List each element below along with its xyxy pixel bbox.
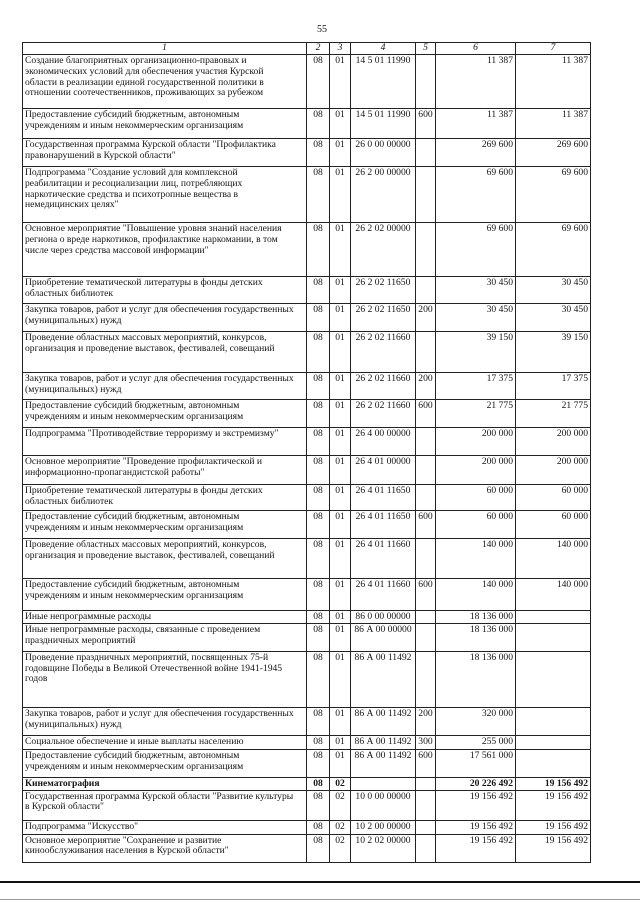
col-7-amount-cell: 11 387: [516, 55, 591, 109]
col-4-code-cell: 14 5 01 11990: [351, 55, 416, 109]
col-2-code-cell: 08: [307, 611, 330, 624]
column-header: 7: [516, 43, 591, 55]
col-2-code-cell: 08: [307, 485, 330, 511]
col-4-code-cell: 26 2 02 00000: [351, 223, 416, 277]
col-3-code-cell: 01: [330, 735, 351, 749]
table-row: [23, 611, 591, 624]
description-cell: Кинематография: [23, 777, 307, 790]
description-cell: Подпрограмма "Противодействие терроризму и экстремизму": [23, 428, 307, 456]
col-5-code-cell: [416, 820, 436, 834]
col-6-amount-cell: 11 387: [436, 109, 516, 139]
column-header: 4: [351, 43, 416, 55]
description-cell: Государственная программа Курской области "Развитие культуры в Курской области": [23, 790, 307, 820]
col-2-code-cell: 08: [307, 456, 330, 485]
col-5-code-cell: [416, 223, 436, 277]
col-4-code-cell: 26 4 01 11650: [351, 511, 416, 539]
col-3-code-cell: 01: [330, 167, 351, 223]
table-row: [23, 511, 591, 539]
col-5-code-cell: [416, 277, 436, 304]
description-cell: Закупка товаров, работ и услуг для обеспечения государственных (муниципальных) нужд: [23, 707, 307, 735]
description-cell: Проведение областных массовых мероприятий, конкурсов, организация и проведение выставок, фестивалей, совещаний: [23, 539, 307, 579]
col-4-code-cell: 26 4 01 11660: [351, 579, 416, 611]
col-2-code-cell: 08: [307, 539, 330, 579]
col-3-code-cell: 01: [330, 651, 351, 707]
col-7-amount-cell: 17 375: [516, 373, 591, 400]
col-4-code-cell: 10 0 00 00000: [351, 790, 416, 820]
table-row: [23, 139, 591, 167]
col-2-code-cell: 08: [307, 304, 330, 332]
col-3-code-cell: 02: [330, 834, 351, 862]
col-3-code-cell: 01: [330, 428, 351, 456]
col-6-amount-cell: 17 375: [436, 373, 516, 400]
description-cell: Иные непрограммные расходы: [23, 611, 307, 624]
col-2-code-cell: 08: [307, 579, 330, 611]
col-4-code-cell: 26 4 01 00000: [351, 456, 416, 485]
col-5-code-cell: [416, 623, 436, 651]
col-6-amount-cell: 320 000: [436, 707, 516, 735]
col-5-code-cell: [416, 485, 436, 511]
table-row: [23, 485, 591, 511]
col-7-amount-cell: [516, 611, 591, 624]
table-row: [23, 456, 591, 485]
col-5-code-cell: [416, 167, 436, 223]
col-4-code-cell: 86 А 00 11492: [351, 735, 416, 749]
col-5-code-cell: 600: [416, 109, 436, 139]
col-7-amount-cell: 19 156 492: [516, 820, 591, 834]
col-7-amount-cell: [516, 735, 591, 749]
col-5-code-cell: 200: [416, 707, 436, 735]
table-row: [23, 735, 591, 749]
col-3-code-cell: 01: [330, 373, 351, 400]
col-3-code-cell: 02: [330, 790, 351, 820]
description-cell: Социальное обеспечение и иные выплаты населению: [23, 735, 307, 749]
col-7-amount-cell: 269 600: [516, 139, 591, 167]
col-7-amount-cell: 39 150: [516, 332, 591, 373]
col-4-code-cell: 26 2 02 11660: [351, 332, 416, 373]
col-2-code-cell: 08: [307, 373, 330, 400]
description-cell: Предоставление субсидий бюджетным, автономным учреждениям и иным некоммерческим организациям: [23, 749, 307, 777]
col-4-code-cell: 26 2 02 11660: [351, 400, 416, 428]
table-row: [23, 579, 591, 611]
col-3-code-cell: 01: [330, 304, 351, 332]
col-4-code-cell: 10 2 02 00000: [351, 834, 416, 862]
description-cell: Создание благоприятных организационно-правовых и экономических условий для обеспечения участия Курской области в реализации единой государственной политики в отношении соотечественников, проживающих за рубежом: [23, 55, 307, 109]
col-7-amount-cell: 11 387: [516, 109, 591, 139]
col-5-code-cell: [416, 139, 436, 167]
col-6-amount-cell: 69 600: [436, 223, 516, 277]
description-cell: Основное мероприятие "Сохранение и развитие кинообслуживания населения в Курской области": [23, 834, 307, 862]
col-5-code-cell: 200: [416, 373, 436, 400]
table-row: [23, 623, 591, 651]
col-6-amount-cell: 140 000: [436, 579, 516, 611]
col-2-code-cell: 08: [307, 707, 330, 735]
col-2-code-cell: 08: [307, 167, 330, 223]
description-cell: Основное мероприятие "Повышение уровня знаний населения региона о вреде наркотиков, профилактике наркомании, в том числе через средства массовой информации": [23, 223, 307, 277]
col-5-code-cell: [416, 456, 436, 485]
description-cell: Основное мероприятие "Проведение профилактической и информационно-пропагандистской работы": [23, 456, 307, 485]
col-4-code-cell: 86 0 00 00000: [351, 611, 416, 624]
col-5-code-cell: 600: [416, 511, 436, 539]
col-2-code-cell: 08: [307, 223, 330, 277]
column-number-row: [23, 43, 591, 55]
col-4-code-cell: 26 2 00 00000: [351, 167, 416, 223]
table-row: [23, 790, 591, 820]
col-4-code-cell: 26 2 02 11650: [351, 277, 416, 304]
col-3-code-cell: 01: [330, 579, 351, 611]
col-7-amount-cell: 60 000: [516, 485, 591, 511]
col-5-code-cell: [416, 834, 436, 862]
col-7-amount-cell: [516, 749, 591, 777]
col-3-code-cell: 01: [330, 400, 351, 428]
col-3-code-cell: 01: [330, 539, 351, 579]
col-3-code-cell: 01: [330, 139, 351, 167]
table-row: [23, 834, 591, 862]
col-2-code-cell: 08: [307, 749, 330, 777]
col-5-code-cell: 300: [416, 735, 436, 749]
description-cell: Предоставление субсидий бюджетным, автономным учреждениям и иным некоммерческим организациям: [23, 109, 307, 139]
col-2-code-cell: 08: [307, 790, 330, 820]
col-6-amount-cell: 30 450: [436, 277, 516, 304]
col-7-amount-cell: 140 000: [516, 579, 591, 611]
table-row: [23, 277, 591, 304]
description-cell: Проведение праздничных мероприятий, посвященных 75-й годовщине Победы в Великой Отечественной войне 1941-1945 годов: [23, 651, 307, 707]
col-7-amount-cell: [516, 707, 591, 735]
col-7-amount-cell: [516, 651, 591, 707]
col-4-code-cell: 26 2 02 11660: [351, 373, 416, 400]
col-7-amount-cell: 140 000: [516, 539, 591, 579]
col-6-amount-cell: 11 387: [436, 55, 516, 109]
col-6-amount-cell: 20 226 492: [436, 777, 516, 790]
table-row: [23, 777, 591, 790]
description-cell: Иные непрограммные расходы, связанные с проведением праздничных мероприятий: [23, 623, 307, 651]
table-row: [23, 428, 591, 456]
description-cell: Предоставление субсидий бюджетным, автономным учреждениям и иным некоммерческим организациям: [23, 579, 307, 611]
col-2-code-cell: 08: [307, 277, 330, 304]
table-row: [23, 373, 591, 400]
col-2-code-cell: 08: [307, 623, 330, 651]
col-2-code-cell: 08: [307, 400, 330, 428]
table-row: [23, 109, 591, 139]
col-7-amount-cell: 60 000: [516, 511, 591, 539]
col-3-code-cell: 01: [330, 109, 351, 139]
description-cell: Предоставление субсидий бюджетным, автономным учреждениям и иным некоммерческим организациям: [23, 511, 307, 539]
table-row: [23, 749, 591, 777]
col-7-amount-cell: [516, 623, 591, 651]
col-4-code-cell: 86 А 00 00000: [351, 623, 416, 651]
col-2-code-cell: 08: [307, 735, 330, 749]
col-6-amount-cell: 19 156 492: [436, 834, 516, 862]
col-7-amount-cell: 19 156 492: [516, 834, 591, 862]
col-5-code-cell: 200: [416, 304, 436, 332]
col-6-amount-cell: 19 156 492: [436, 790, 516, 820]
col-5-code-cell: [416, 651, 436, 707]
description-cell: Государственная программа Курской области "Профилактика правонарушений в Курской области": [23, 139, 307, 167]
col-3-code-cell: 02: [330, 820, 351, 834]
budget-table: [22, 42, 591, 863]
col-4-code-cell: 26 4 01 11660: [351, 539, 416, 579]
col-6-amount-cell: 200 000: [436, 456, 516, 485]
description-cell: Подпрограмма "Искусство": [23, 820, 307, 834]
col-3-code-cell: 01: [330, 332, 351, 373]
col-6-amount-cell: 21 775: [436, 400, 516, 428]
col-4-code-cell: 14 5 01 11990: [351, 109, 416, 139]
bottom-rule: [0, 881, 640, 883]
col-3-code-cell: 01: [330, 55, 351, 109]
col-5-code-cell: 600: [416, 579, 436, 611]
col-3-code-cell: 01: [330, 749, 351, 777]
table-body: [23, 55, 591, 863]
table-row: [23, 820, 591, 834]
col-5-code-cell: [416, 428, 436, 456]
col-5-code-cell: [416, 332, 436, 373]
table-row: [23, 651, 591, 707]
page-number: 55: [317, 24, 327, 35]
col-5-code-cell: [416, 611, 436, 624]
col-5-code-cell: [416, 539, 436, 579]
bottom-rule-faint: [0, 899, 640, 900]
description-cell: Подпрограмма "Создание условий для комплексной реабилитации и ресоциализации лиц, потребляющих наркотические средства и психотропные вещества в немедицинских целях": [23, 167, 307, 223]
col-5-code-cell: 600: [416, 749, 436, 777]
col-7-amount-cell: 19 156 492: [516, 790, 591, 820]
table-row: [23, 332, 591, 373]
col-4-code-cell: 86 А 00 11492: [351, 707, 416, 735]
col-5-code-cell: [416, 777, 436, 790]
column-header: 3: [330, 43, 351, 55]
col-4-code-cell: [351, 777, 416, 790]
col-3-code-cell: 02: [330, 777, 351, 790]
col-3-code-cell: 01: [330, 277, 351, 304]
table-row: [23, 400, 591, 428]
col-4-code-cell: 86 А 00 11492: [351, 651, 416, 707]
description-cell: Закупка товаров, работ и услуг для обеспечения государственных (муниципальных) нужд: [23, 304, 307, 332]
col-3-code-cell: 01: [330, 456, 351, 485]
col-2-code-cell: 08: [307, 109, 330, 139]
col-7-amount-cell: 200 000: [516, 428, 591, 456]
col-6-amount-cell: 140 000: [436, 539, 516, 579]
description-cell: Приобретение тематической литературы в фонды детских областных библиотек: [23, 277, 307, 304]
col-6-amount-cell: 269 600: [436, 139, 516, 167]
col-2-code-cell: 08: [307, 777, 330, 790]
col-3-code-cell: 01: [330, 707, 351, 735]
col-7-amount-cell: 30 450: [516, 277, 591, 304]
col-6-amount-cell: 60 000: [436, 511, 516, 539]
col-4-code-cell: 26 0 00 00000: [351, 139, 416, 167]
col-4-code-cell: 10 2 00 00000: [351, 820, 416, 834]
col-2-code-cell: 08: [307, 820, 330, 834]
col-2-code-cell: 08: [307, 511, 330, 539]
col-5-code-cell: 600: [416, 400, 436, 428]
col-5-code-cell: [416, 790, 436, 820]
col-7-amount-cell: 19 156 492: [516, 777, 591, 790]
col-2-code-cell: 08: [307, 834, 330, 862]
col-6-amount-cell: 18 136 000: [436, 611, 516, 624]
col-6-amount-cell: 18 136 000: [436, 623, 516, 651]
col-7-amount-cell: 69 600: [516, 167, 591, 223]
col-3-code-cell: 01: [330, 511, 351, 539]
col-3-code-cell: 01: [330, 485, 351, 511]
table-row: [23, 539, 591, 579]
col-4-code-cell: 26 4 00 00000: [351, 428, 416, 456]
column-header: 5: [416, 43, 436, 55]
col-7-amount-cell: 69 600: [516, 223, 591, 277]
table-row: [23, 304, 591, 332]
col-5-code-cell: [416, 55, 436, 109]
description-cell: Проведение областных массовых мероприятий, конкурсов, организация и проведение выставок, фестивалей, совещаний: [23, 332, 307, 373]
col-7-amount-cell: 200 000: [516, 456, 591, 485]
col-6-amount-cell: 69 600: [436, 167, 516, 223]
col-7-amount-cell: 30 450: [516, 304, 591, 332]
col-2-code-cell: 08: [307, 332, 330, 373]
table-row: [23, 55, 591, 109]
col-2-code-cell: 08: [307, 651, 330, 707]
col-7-amount-cell: 21 775: [516, 400, 591, 428]
col-6-amount-cell: 200 000: [436, 428, 516, 456]
col-2-code-cell: 08: [307, 139, 330, 167]
col-3-code-cell: 01: [330, 611, 351, 624]
col-6-amount-cell: 17 561 000: [436, 749, 516, 777]
description-cell: Закупка товаров, работ и услуг для обеспечения государственных (муниципальных) нужд: [23, 373, 307, 400]
column-header: 1: [23, 43, 307, 55]
col-4-code-cell: 26 4 01 11650: [351, 485, 416, 511]
col-2-code-cell: 08: [307, 55, 330, 109]
table-row: [23, 223, 591, 277]
column-header: 6: [436, 43, 516, 55]
col-6-amount-cell: 18 136 000: [436, 651, 516, 707]
description-cell: Предоставление субсидий бюджетным, автономным учреждениям и иным некоммерческим организациям: [23, 400, 307, 428]
col-3-code-cell: 01: [330, 623, 351, 651]
col-6-amount-cell: 255 000: [436, 735, 516, 749]
col-6-amount-cell: 30 450: [436, 304, 516, 332]
col-6-amount-cell: 39 150: [436, 332, 516, 373]
col-6-amount-cell: 60 000: [436, 485, 516, 511]
col-6-amount-cell: 19 156 492: [436, 820, 516, 834]
description-cell: Приобретение тематической литературы в фонды детских областных библиотек: [23, 485, 307, 511]
table-row: [23, 707, 591, 735]
table-row: [23, 167, 591, 223]
col-4-code-cell: 26 2 02 11650: [351, 304, 416, 332]
col-3-code-cell: 01: [330, 223, 351, 277]
col-4-code-cell: 86 А 00 11492: [351, 749, 416, 777]
col-2-code-cell: 08: [307, 428, 330, 456]
column-header: 2: [307, 43, 330, 55]
